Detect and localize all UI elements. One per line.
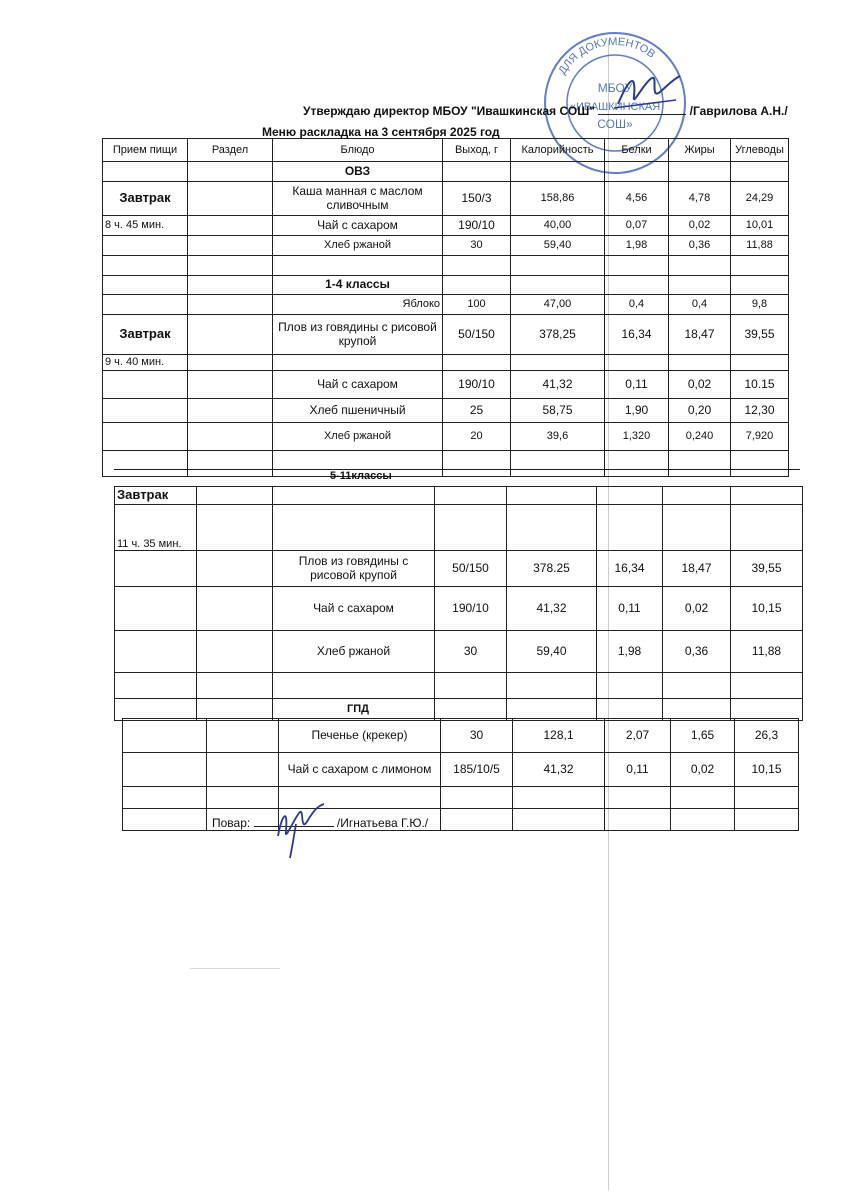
output-cell: 50/150: [435, 551, 507, 587]
col-output: Выход, г: [443, 139, 511, 162]
carbs-cell: 24,29: [731, 182, 789, 216]
kcal-cell: 47,00: [511, 295, 605, 315]
kcal-cell: 40,00: [511, 216, 605, 236]
dish-cell: Чай с сахаром: [273, 216, 443, 236]
fat-cell: 4,78: [669, 182, 731, 216]
section-row-1-4: [103, 276, 789, 295]
dish-cell: Плов из говядины с рисовой крупой: [273, 551, 435, 587]
kcal-cell: 39,6: [511, 423, 605, 451]
fat-cell: 0,02: [669, 216, 731, 236]
carbs-cell: 12,30: [731, 399, 789, 423]
table-row: [115, 587, 803, 631]
col-kcal: Калорийность: [511, 139, 605, 162]
menu-table-main: [102, 138, 789, 477]
section-row-ovz: [103, 162, 789, 182]
carbs-cell: 39,55: [731, 315, 789, 355]
carbs-cell: 11,88: [731, 631, 803, 673]
approval-text: Утверждаю директор МБОУ "Ивашкинская СОШ": [303, 104, 595, 118]
table-row: [103, 423, 789, 451]
protein-cell: 1,98: [597, 631, 663, 673]
protein-cell: 16,34: [597, 551, 663, 587]
meal-label: Завтрак: [115, 487, 197, 505]
table-row: [103, 371, 789, 399]
table-row: [103, 216, 789, 236]
dish-cell: Чай с сахаром с лимоном: [279, 753, 441, 787]
kcal-cell: 41,32: [511, 371, 605, 399]
protein-cell: 2,07: [605, 719, 671, 753]
protein-cell: 0,11: [605, 371, 669, 399]
carbs-cell: 9,8: [731, 295, 789, 315]
output-cell: 30: [441, 719, 513, 753]
col-carbs: Углеводы: [731, 139, 789, 162]
carbs-cell: 10.15: [731, 371, 789, 399]
section-label-gpd: ГПД: [347, 703, 369, 715]
output-cell: 150/3: [443, 182, 511, 216]
fat-cell: 0,02: [669, 371, 731, 399]
section-label-5-11: 5-11классы: [330, 470, 392, 482]
dish-cell: Каша манная с маслом сливочным: [273, 182, 443, 216]
stamp-center-top: МБОУ: [597, 81, 633, 95]
output-cell: 25: [443, 399, 511, 423]
table-row: [115, 551, 803, 587]
carbs-cell: 11,88: [731, 236, 789, 256]
meal-time: 8 ч. 45 мин.: [103, 216, 188, 236]
protein-cell: 0,11: [597, 587, 663, 631]
col-section: Раздел: [188, 139, 273, 162]
dish-cell: Чай с сахаром: [273, 587, 435, 631]
meal-time: 11 ч. 35 мин.: [115, 505, 197, 551]
scan-mark: [190, 968, 280, 969]
output-cell: 20: [443, 423, 511, 451]
carbs-cell: 10,15: [735, 753, 799, 787]
dish-cell: Яблоко: [273, 295, 443, 315]
kcal-cell: 58,75: [511, 399, 605, 423]
dish-cell: Хлеб ржаной: [273, 236, 443, 256]
section-label-1-4: 1-4 классы: [273, 276, 443, 295]
output-cell: 185/10/5: [441, 753, 513, 787]
table-row: [103, 295, 789, 315]
kcal-cell: 41,32: [513, 753, 605, 787]
cook-label: Повар:: [212, 816, 251, 830]
fat-cell: 0,240: [669, 423, 731, 451]
table-row: [123, 719, 799, 753]
output-cell: 190/10: [443, 216, 511, 236]
fat-cell: 1,65: [671, 719, 735, 753]
dish-cell: Чай с сахаром: [273, 371, 443, 399]
stamp-center-mid: «ИВАШКИНСКАЯ: [569, 101, 661, 113]
fat-cell: 0,4: [669, 295, 731, 315]
empty-row: [115, 673, 803, 699]
section-label-ovz: ОВЗ: [273, 162, 443, 182]
carbs-cell: 7,920: [731, 423, 789, 451]
meal-time: 9 ч. 40 мин.: [103, 355, 188, 371]
col-dish: Блюдо: [273, 139, 443, 162]
fat-cell: 18,47: [663, 551, 731, 587]
output-cell: 50/150: [443, 315, 511, 355]
fat-cell: 0,20: [669, 399, 731, 423]
col-fat: Жиры: [669, 139, 731, 162]
kcal-cell: 128,1: [513, 719, 605, 753]
cook-signature: [272, 800, 332, 860]
meal-label: Завтрак: [103, 182, 188, 216]
dish-cell: Хлеб пшеничный: [273, 399, 443, 423]
cook-name: /Игнатьева Г.Ю./: [336, 816, 429, 830]
table-row: [103, 399, 789, 423]
fat-cell: 0,36: [669, 236, 731, 256]
table-row: [103, 182, 789, 216]
table-header-row: [103, 139, 789, 162]
protein-cell: 0,4: [605, 295, 669, 315]
protein-cell: 1,320: [605, 423, 669, 451]
protein-cell: 0,07: [605, 216, 669, 236]
fat-cell: 0,02: [671, 753, 735, 787]
table-row: [115, 631, 803, 673]
carbs-cell: 39,55: [731, 551, 803, 587]
dish-cell: Печенье (крекер): [279, 719, 441, 753]
table-row: [115, 505, 803, 551]
col-protein: Белки: [605, 139, 669, 162]
protein-cell: 4,56: [605, 182, 669, 216]
fat-cell: 18,47: [669, 315, 731, 355]
approval-line: [303, 104, 788, 118]
stamp-ring-text: ДЛЯ ДОКУМЕНТОВ: [556, 35, 658, 77]
menu-table-5-11: [114, 486, 803, 721]
kcal-cell: 59,40: [507, 631, 597, 673]
protein-cell: 16,34: [605, 315, 669, 355]
protein-cell: 1,98: [605, 236, 669, 256]
table-row: [103, 355, 789, 371]
output-cell: 190/10: [443, 371, 511, 399]
signature-blank: [598, 114, 686, 115]
output-cell: 190/10: [435, 587, 507, 631]
kcal-cell: 41,32: [507, 587, 597, 631]
fat-cell: 0,02: [663, 587, 731, 631]
stamp-center-bot: СОШ»: [597, 117, 633, 131]
protein-cell: 1,90: [605, 399, 669, 423]
table-row: [123, 753, 799, 787]
document-title: Меню раскладка на 3 сентября 2025 год: [262, 125, 500, 139]
dish-cell: Хлеб ржаной: [273, 631, 435, 673]
empty-row: [103, 451, 789, 477]
table-row: [115, 487, 803, 505]
carbs-cell: 26,3: [735, 719, 799, 753]
output-cell: 30: [435, 631, 507, 673]
empty-row: [103, 256, 789, 276]
protein-cell: 0,11: [605, 753, 671, 787]
dish-cell: Хлеб ржаной: [273, 423, 443, 451]
meal-label: Завтрак: [103, 315, 188, 355]
kcal-cell: 59,40: [511, 236, 605, 256]
section-line: [114, 469, 800, 470]
kcal-cell: 378.25: [507, 551, 597, 587]
kcal-cell: 158,86: [511, 182, 605, 216]
fat-cell: 0,36: [663, 631, 731, 673]
col-meal: Прием пищи: [103, 139, 188, 162]
dish-cell: Плов из говядины с рисовой крупой: [273, 315, 443, 355]
output-cell: 100: [443, 295, 511, 315]
menu-table-gpd: [122, 718, 799, 831]
carbs-cell: 10,15: [731, 587, 803, 631]
table-row: [103, 236, 789, 256]
table-row: [103, 315, 789, 355]
carbs-cell: 10,01: [731, 216, 789, 236]
director-name: /Гаврилова А.Н./: [689, 104, 788, 118]
output-cell: 30: [443, 236, 511, 256]
empty-row: [123, 787, 799, 809]
kcal-cell: 378,25: [511, 315, 605, 355]
